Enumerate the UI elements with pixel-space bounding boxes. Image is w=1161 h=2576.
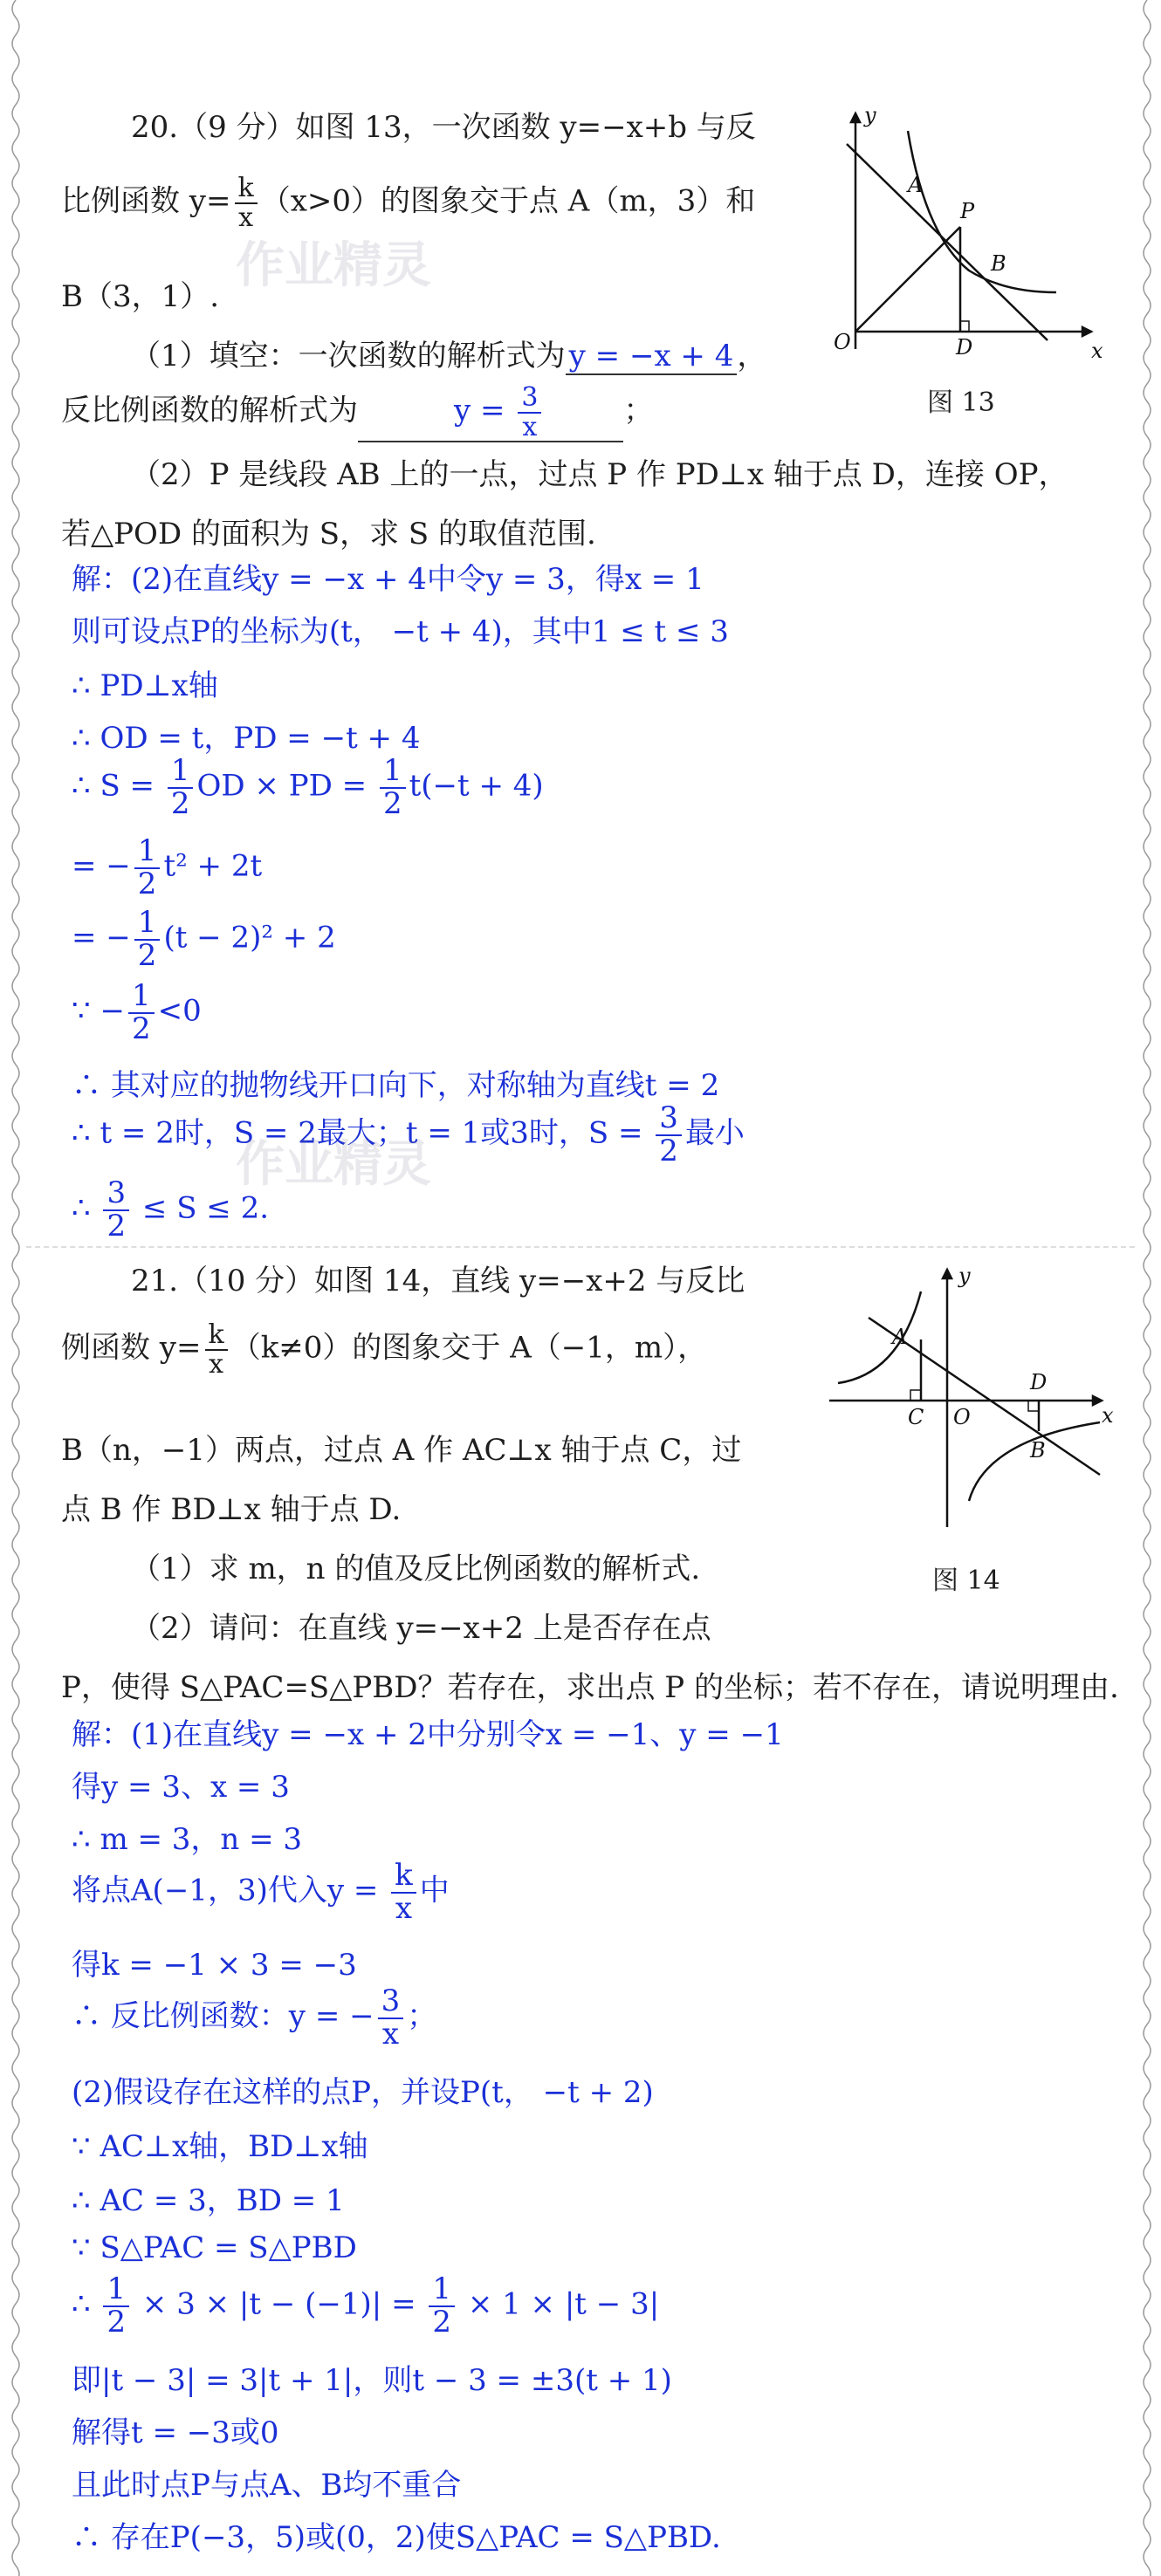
fig13-label-A: A <box>908 173 924 197</box>
sol20-line8 <box>72 978 202 1046</box>
sol21-line1: 解：(1)在直线y = −x + 2中分别令x = −1、y = −1 <box>72 1717 784 1752</box>
sol21-line13: 解得t = −3或0 <box>72 2415 279 2450</box>
fig14-label-A: A <box>892 1325 908 1349</box>
q20-fill1-answer: y = −x + 4 <box>566 339 738 375</box>
watermark-2: 作业精灵 <box>236 1136 431 1193</box>
fig14-label-C: C <box>908 1405 924 1429</box>
q20-fill1-label: （1）填空：一次函数的解析式为 <box>131 339 566 373</box>
sol21-l6-frac <box>378 1983 404 2052</box>
q20-line5 <box>61 384 653 442</box>
fig13-x-arrow <box>1082 327 1091 336</box>
sol20-l11-frac <box>103 1175 129 1243</box>
sol20-line4: ∴ OD = t，PD = −t + 4 <box>72 721 421 756</box>
figure-13 <box>829 96 1109 358</box>
watermark-1: 作业精灵 <box>236 237 431 294</box>
fig14-y-arrow <box>943 1270 951 1278</box>
fig13-label-O: O <box>834 330 851 354</box>
frac-num: 1 <box>429 2274 455 2307</box>
fig14-label-B: B <box>1030 1438 1046 1463</box>
q21-line7: P，使得 S△PAC=S△PBD？若存在，求出点 P 的坐标；若不存在，请说明理由. <box>61 1670 1119 1705</box>
sol21-line12: 即|t − 3| = 3|t + 1|，则t − 3 = ±3(t + 1) <box>72 2363 672 2398</box>
sol21-line7: (2)假设存在这样的点P，并设P(t， −t + 2) <box>72 2075 654 2110</box>
frac-den: x <box>238 202 254 233</box>
q20-fill1-comma: ， <box>737 339 767 373</box>
fig14-right-angle-C <box>910 1390 921 1401</box>
frac-den: 2 <box>106 1208 127 1243</box>
frac-num: 1 <box>134 908 161 941</box>
frac-num: k <box>205 1321 228 1351</box>
fig13-label-x: x <box>1091 339 1103 358</box>
frac-den: 2 <box>131 1011 151 1046</box>
sol20-line5 <box>72 753 544 821</box>
sol20-l11-b: ≤ S ≤ 2. <box>133 1190 270 1226</box>
figure-14 <box>821 1257 1117 1536</box>
q20-line7: 若△POD 的面积为 S，求 S 的取值范围. <box>61 517 596 552</box>
frac-den: 2 <box>137 937 157 973</box>
sol21-l6-b: ； <box>407 1998 437 2034</box>
frac-num: 1 <box>134 836 161 869</box>
sol20-l8-a: ∵ − <box>72 993 125 1029</box>
q20-fraction-k-over-x <box>235 175 258 231</box>
sol21-line11 <box>72 2271 660 2340</box>
left-border-ornament <box>9 0 23 2576</box>
sol21-line15: ∴ 存在P(−3，5)或(0，2)使S△PAC = S△PBD. <box>72 2520 721 2555</box>
q21-line6: （2）请问：在直线 y=−x+2 上是否存在点 <box>131 1611 711 1646</box>
q21-line5: （1）求 m，n 的值及反比例函数的解析式. <box>131 1552 701 1586</box>
frac-den: 2 <box>106 2304 127 2340</box>
frac-den: x <box>209 1348 224 1380</box>
sol20-line3: ∴ PD⊥x轴 <box>72 668 218 703</box>
sol21-l11-b: × 3 × |t − (−1)| = <box>133 2286 426 2322</box>
fig13-segment-OP <box>855 227 960 332</box>
q21-line2-text-b: （k≠0）的图象交于 A（−1，m）， <box>230 1330 708 1366</box>
frac-num: 3 <box>518 384 541 414</box>
sol20-l10-b: 最小 <box>684 1115 745 1151</box>
fig14-x-arrow <box>1093 1396 1102 1405</box>
sol21-l6-a: ∴ 反比例函数：y = − <box>72 1998 374 2034</box>
frac-num: 3 <box>103 1178 129 1211</box>
sol20-line7 <box>72 905 336 973</box>
sol20-l7-a: = − <box>72 920 131 956</box>
fig13-label-D: D <box>956 335 973 358</box>
q21-line2 <box>61 1321 707 1378</box>
fig13-y-arrow <box>851 113 860 122</box>
sol20-l5-c: t(−t + 4) <box>409 768 544 804</box>
frac-den: x <box>522 411 538 442</box>
frac-den: 2 <box>382 785 402 821</box>
sol20-l10-frac <box>656 1100 682 1168</box>
sol21-line6 <box>72 1983 437 2052</box>
sol21-line2: 得y = 3、x = 3 <box>72 1770 290 1805</box>
q21-line3: B（n，−1）两点，过点 A 作 AC⊥x 轴于点 C，过 <box>61 1433 742 1468</box>
frac-den: x <box>395 1890 413 1926</box>
q20-line6: （2）P 是线段 AB 上的一点，过点 P 作 PD⊥x 轴于点 D，连接 OP， <box>131 457 1068 492</box>
frac-den: 2 <box>137 866 157 901</box>
q20-fill2-label: 反比例函数的解析式为 <box>61 393 358 428</box>
sol20-l10-a: ∴ t = 2时，S = 2最大；t = 1或3时，S = <box>72 1115 653 1151</box>
sol21-line14: 且此时点P与点A、B均不重合 <box>72 2468 462 2503</box>
sol20-l5-frac1 <box>168 753 194 821</box>
sol21-l11-frac1 <box>103 2271 129 2340</box>
sol20-line2: 则可设点P的坐标为(t， −t + 4)，其中1 ≤ t ≤ 3 <box>72 614 729 649</box>
sol20-l8-b: <0 <box>157 993 202 1029</box>
frac-num: 1 <box>168 756 194 789</box>
q20-line2-text-a: 比例函数 y= <box>61 183 231 219</box>
fig14-label-O: O <box>953 1405 971 1429</box>
frac-den: 2 <box>432 2304 452 2340</box>
fig14-label-y: y <box>958 1264 971 1288</box>
fig13-label-B: B <box>991 251 1006 276</box>
fig13-label-y: y <box>864 103 876 127</box>
sol20-l6-b: t² + 2t <box>163 848 263 884</box>
fig13-label-P: P <box>960 199 975 223</box>
q20-line3: B（3，1）. <box>61 279 220 314</box>
sol21-line9: ∴ AC = 3，BD = 1 <box>72 2183 345 2218</box>
sol20-l11-a: ∴ <box>72 1190 100 1226</box>
q20-fill2-pre: y = <box>454 393 515 428</box>
sol20-line9: ∴ 其对应的抛物线开口向下，对称轴为直线t = 2 <box>72 1068 720 1103</box>
q20-fill2-fraction <box>518 384 541 441</box>
fig13-hyperbola <box>908 131 1056 292</box>
sol21-l11-a: ∴ <box>72 2286 100 2322</box>
sol20-l5-b: OD × PD = <box>196 768 376 804</box>
sol21-line3: ∴ m = 3，n = 3 <box>72 1822 303 1857</box>
right-border-ornament <box>1140 0 1154 2576</box>
sol20-l5-frac2 <box>380 753 406 821</box>
sol20-line6 <box>72 833 263 901</box>
frac-num: 3 <box>656 1103 682 1136</box>
q21-fraction-k-over-x <box>205 1321 228 1378</box>
q21-line1: 21.（10 分）如图 14，直线 y=−x+2 与反比 <box>131 1264 745 1298</box>
sol21-line5: 得k = −1 × 3 = −3 <box>72 1948 357 1983</box>
sol20-l6-frac <box>134 833 161 901</box>
sol20-l8-frac <box>128 978 155 1046</box>
fig13-right-angle <box>960 321 969 332</box>
frac-num: k <box>235 175 258 204</box>
frac-num: 1 <box>380 756 406 789</box>
fig14-caption: 图 14 <box>932 1565 1000 1596</box>
sol20-l7-frac <box>134 905 161 973</box>
frac-num: 1 <box>103 2274 129 2307</box>
sol21-line10: ∵ S△PAC = S△PBD <box>72 2230 357 2265</box>
q20-line2 <box>61 175 755 231</box>
frac-den: x <box>381 2016 400 2052</box>
sol20-l6-a: = − <box>72 848 131 884</box>
frac-num: 1 <box>128 981 155 1014</box>
section-separator <box>26 1246 1135 1248</box>
frac-den: 2 <box>659 1133 678 1168</box>
fig14-label-D: D <box>1030 1370 1048 1394</box>
sol21-l4-b: 中 <box>419 1873 450 1908</box>
sol21-l11-frac2 <box>429 2271 455 2340</box>
fig14-label-x: x <box>1102 1403 1114 1428</box>
q21-line4: 点 B 作 BD⊥x 轴于点 D. <box>61 1492 402 1527</box>
q21-line2-text-a: 例函数 y= <box>61 1330 202 1366</box>
sol21-l11-c: × 1 × |t − 3| <box>458 2286 660 2322</box>
sol20-line1: 解：(2)在直线y = −x + 4中令y = 3，得x = 1 <box>72 562 704 597</box>
sol21-l4-a: 将点A(−1，3)代入y = <box>72 1873 388 1908</box>
fig14-hyperbola-left <box>838 1291 921 1383</box>
q20-line2-text-b: （x>0）的图象交于点 A（m，3）和 <box>260 183 756 219</box>
q20-line4 <box>131 332 766 375</box>
frac-num: 3 <box>378 1986 404 2019</box>
frac-num: k <box>391 1860 416 1894</box>
sol20-l7-b: (t − 2)² + 2 <box>163 920 336 956</box>
frac-den: 2 <box>170 785 190 821</box>
sol21-l4-frac <box>391 1860 416 1924</box>
q20-fill2-answer <box>358 384 623 442</box>
fig14-right-angle-D <box>1028 1401 1039 1411</box>
sol21-line8: ∵ AC⊥x轴，BD⊥x轴 <box>72 2129 368 2164</box>
q20-fill2-end: ； <box>623 393 654 428</box>
q20-line1: 20.（9 分）如图 13，一次函数 y=−x+b 与反 <box>131 110 756 145</box>
fig13-caption: 图 13 <box>927 387 995 418</box>
sol20-l5-a: ∴ S = <box>72 768 164 804</box>
sol21-line4 <box>72 1860 450 1924</box>
